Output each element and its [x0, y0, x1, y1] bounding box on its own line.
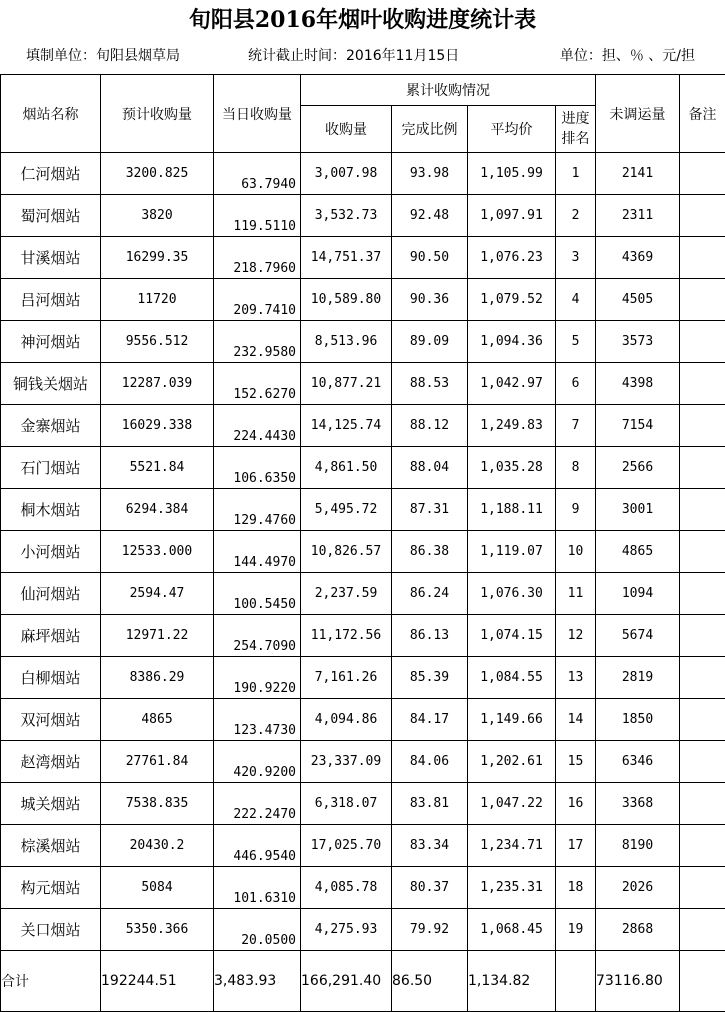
untransported-amount: 8190	[596, 825, 680, 867]
planned-amount: 9556.512	[101, 321, 214, 363]
remarks-cell	[680, 783, 725, 825]
header-purchased: 收购量	[301, 106, 392, 153]
untransported-amount: 4369	[596, 237, 680, 279]
table-row	[1, 321, 725, 363]
station-name: 甘溪烟站	[1, 237, 101, 279]
daily-amount: 232.9580	[214, 321, 301, 363]
planned-amount: 5350.366	[101, 909, 214, 951]
purchased-amount: 3,532.73	[301, 195, 392, 237]
remarks-cell	[680, 657, 725, 699]
average-price: 1,076.30	[468, 573, 556, 615]
header-planned: 预计收购量	[101, 75, 214, 153]
completion-ratio: 83.81	[392, 783, 468, 825]
total-label: 合计	[1, 951, 101, 1012]
completion-ratio: 86.24	[392, 573, 468, 615]
purchased-amount: 10,877.21	[301, 363, 392, 405]
progress-rank: 10	[556, 531, 596, 573]
average-price: 1,079.52	[468, 279, 556, 321]
total-row	[1, 951, 725, 1012]
purchased-amount: 14,125.74	[301, 405, 392, 447]
remarks-cell	[680, 909, 725, 951]
progress-rank: 18	[556, 867, 596, 909]
daily-amount: 446.9540	[214, 825, 301, 867]
daily-amount: 190.9220	[214, 657, 301, 699]
completion-ratio: 88.04	[392, 447, 468, 489]
purchased-amount: 2,237.59	[301, 573, 392, 615]
remarks-cell	[680, 489, 725, 531]
progress-rank: 4	[556, 279, 596, 321]
average-price: 1,047.22	[468, 783, 556, 825]
daily-amount: 119.5110	[214, 195, 301, 237]
average-price: 1,249.83	[468, 405, 556, 447]
table-row	[1, 153, 725, 195]
total-price: 1,134.82	[468, 951, 556, 1012]
progress-rank: 19	[556, 909, 596, 951]
planned-amount: 12287.039	[101, 363, 214, 405]
average-price: 1,202.61	[468, 741, 556, 783]
station-name: 赵湾烟站	[1, 741, 101, 783]
untransported-amount: 2311	[596, 195, 680, 237]
planned-amount: 2594.47	[101, 573, 214, 615]
table-row	[1, 909, 725, 951]
total-planned: 192244.51	[101, 951, 214, 1012]
untransported-amount: 2566	[596, 447, 680, 489]
purchased-amount: 4,094.86	[301, 699, 392, 741]
completion-ratio: 88.12	[392, 405, 468, 447]
progress-rank: 15	[556, 741, 596, 783]
progress-rank: 16	[556, 783, 596, 825]
purchased-amount: 11,172.56	[301, 615, 392, 657]
daily-amount: 106.6350	[214, 447, 301, 489]
station-name: 关口烟站	[1, 909, 101, 951]
station-name: 石门烟站	[1, 447, 101, 489]
completion-ratio: 84.17	[392, 699, 468, 741]
planned-amount: 3200.825	[101, 153, 214, 195]
header-remarks: 备注	[680, 75, 725, 153]
untransported-amount: 6346	[596, 741, 680, 783]
daily-amount: 224.4430	[214, 405, 301, 447]
total-untransported: 73116.80	[596, 951, 680, 1012]
table-row	[1, 783, 725, 825]
average-price: 1,042.97	[468, 363, 556, 405]
daily-amount: 420.9200	[214, 741, 301, 783]
completion-ratio: 79.92	[392, 909, 468, 951]
purchase-progress-table	[0, 74, 725, 1012]
purchased-amount: 14,751.37	[301, 237, 392, 279]
remarks-cell	[680, 699, 725, 741]
table-row	[1, 825, 725, 867]
daily-amount: 218.7960	[214, 237, 301, 279]
untransported-amount: 2026	[596, 867, 680, 909]
header-station: 烟站名称	[1, 75, 101, 153]
remarks-cell	[680, 153, 725, 195]
planned-amount: 6294.384	[101, 489, 214, 531]
progress-rank: 8	[556, 447, 596, 489]
remarks-cell	[680, 825, 725, 867]
table-row	[1, 573, 725, 615]
header-cumulative: 累计收购情况	[301, 75, 596, 106]
untransported-amount: 1850	[596, 699, 680, 741]
average-price: 1,149.66	[468, 699, 556, 741]
header-daily: 当日收购量	[214, 75, 301, 153]
remarks-cell	[680, 195, 725, 237]
purchased-amount: 10,589.80	[301, 279, 392, 321]
purchased-amount: 4,861.50	[301, 447, 392, 489]
progress-rank: 6	[556, 363, 596, 405]
measurement-units: 单位：担、％ 、元/担	[560, 40, 695, 72]
average-price: 1,097.91	[468, 195, 556, 237]
purchased-amount: 10,826.57	[301, 531, 392, 573]
remarks-cell	[680, 447, 725, 489]
progress-rank: 9	[556, 489, 596, 531]
station-name: 桐木烟站	[1, 489, 101, 531]
purchased-amount: 8,513.96	[301, 321, 392, 363]
untransported-amount: 4398	[596, 363, 680, 405]
table-row	[1, 531, 725, 573]
header-untransported: 未调运量	[596, 75, 680, 153]
untransported-amount: 4865	[596, 531, 680, 573]
planned-amount: 4865	[101, 699, 214, 741]
daily-amount: 123.4730	[214, 699, 301, 741]
untransported-amount: 3001	[596, 489, 680, 531]
remarks-cell	[680, 405, 725, 447]
untransported-amount: 3368	[596, 783, 680, 825]
daily-amount: 63.7940	[214, 153, 301, 195]
completion-ratio: 84.06	[392, 741, 468, 783]
remarks-cell	[680, 237, 725, 279]
average-price: 1,234.71	[468, 825, 556, 867]
average-price: 1,076.23	[468, 237, 556, 279]
table-row	[1, 657, 725, 699]
table-row	[1, 237, 725, 279]
progress-rank: 3	[556, 237, 596, 279]
average-price: 1,084.55	[468, 657, 556, 699]
planned-amount: 20430.2	[101, 825, 214, 867]
remarks-cell	[680, 741, 725, 783]
completion-ratio: 88.53	[392, 363, 468, 405]
average-price: 1,094.36	[468, 321, 556, 363]
progress-rank: 12	[556, 615, 596, 657]
progress-rank: 1	[556, 153, 596, 195]
untransported-amount: 1094	[596, 573, 680, 615]
progress-rank: 17	[556, 825, 596, 867]
completion-ratio: 83.34	[392, 825, 468, 867]
cutoff-date: 统计截止时间：2016年11月15日	[248, 40, 459, 72]
purchased-amount: 7,161.26	[301, 657, 392, 699]
planned-amount: 11720	[101, 279, 214, 321]
completion-ratio: 85.39	[392, 657, 468, 699]
station-name: 神河烟站	[1, 321, 101, 363]
table-row	[1, 741, 725, 783]
planned-amount: 3820	[101, 195, 214, 237]
total-purchased: 166,291.40	[301, 951, 392, 1012]
remarks-cell	[680, 615, 725, 657]
daily-amount: 144.4970	[214, 531, 301, 573]
progress-rank: 11	[556, 573, 596, 615]
completion-ratio: 93.98	[392, 153, 468, 195]
planned-amount: 5084	[101, 867, 214, 909]
planned-amount: 8386.29	[101, 657, 214, 699]
remarks-cell	[680, 531, 725, 573]
untransported-amount: 2819	[596, 657, 680, 699]
station-name: 城关烟站	[1, 783, 101, 825]
table-row	[1, 195, 725, 237]
page-title: 旬阳县2016年烟叶收购进度统计表	[0, 0, 725, 40]
purchased-amount: 6,318.07	[301, 783, 392, 825]
progress-rank: 7	[556, 405, 596, 447]
planned-amount: 12533.000	[101, 531, 214, 573]
progress-rank: 5	[556, 321, 596, 363]
station-name: 仙河烟站	[1, 573, 101, 615]
remarks-cell	[680, 573, 725, 615]
remarks-cell	[680, 867, 725, 909]
remarks-cell	[680, 363, 725, 405]
station-name: 白柳烟站	[1, 657, 101, 699]
purchased-amount: 23,337.09	[301, 741, 392, 783]
table-row	[1, 279, 725, 321]
progress-rank: 13	[556, 657, 596, 699]
table-row	[1, 489, 725, 531]
average-price: 1,068.45	[468, 909, 556, 951]
planned-amount: 12971.22	[101, 615, 214, 657]
average-price: 1,035.28	[468, 447, 556, 489]
table-row	[1, 363, 725, 405]
station-name: 仁河烟站	[1, 153, 101, 195]
planned-amount: 7538.835	[101, 783, 214, 825]
total-rank	[556, 951, 596, 1012]
untransported-amount: 2141	[596, 153, 680, 195]
remarks-cell	[680, 321, 725, 363]
purchased-amount: 17,025.70	[301, 825, 392, 867]
table-row	[1, 615, 725, 657]
station-name: 小河烟站	[1, 531, 101, 573]
untransported-amount: 2868	[596, 909, 680, 951]
completion-ratio: 87.31	[392, 489, 468, 531]
daily-amount: 209.7410	[214, 279, 301, 321]
purchased-amount: 4,085.78	[301, 867, 392, 909]
completion-ratio: 90.50	[392, 237, 468, 279]
completion-ratio: 80.37	[392, 867, 468, 909]
total-daily: 3,483.93	[214, 951, 301, 1012]
table-row	[1, 699, 725, 741]
total-remarks	[680, 951, 725, 1012]
daily-amount: 222.2470	[214, 783, 301, 825]
reporting-unit: 填制单位：旬阳县烟草局	[26, 40, 180, 72]
untransported-amount: 3573	[596, 321, 680, 363]
station-name: 蜀河烟站	[1, 195, 101, 237]
table-row	[1, 867, 725, 909]
planned-amount: 16029.338	[101, 405, 214, 447]
planned-amount: 16299.35	[101, 237, 214, 279]
station-name: 棕溪烟站	[1, 825, 101, 867]
station-name: 麻坪烟站	[1, 615, 101, 657]
progress-rank: 2	[556, 195, 596, 237]
station-name: 铜钱关烟站	[1, 363, 101, 405]
header-avg-price: 平均价	[468, 106, 556, 153]
daily-amount: 100.5450	[214, 573, 301, 615]
table-row	[1, 447, 725, 489]
header-ratio: 完成比例	[392, 106, 468, 153]
purchased-amount: 5,495.72	[301, 489, 392, 531]
average-price: 1,119.07	[468, 531, 556, 573]
remarks-cell	[680, 279, 725, 321]
planned-amount: 27761.84	[101, 741, 214, 783]
station-name: 构元烟站	[1, 867, 101, 909]
average-price: 1,105.99	[468, 153, 556, 195]
completion-ratio: 90.36	[392, 279, 468, 321]
progress-rank: 14	[556, 699, 596, 741]
completion-ratio: 86.13	[392, 615, 468, 657]
daily-amount: 254.7090	[214, 615, 301, 657]
average-price: 1,235.31	[468, 867, 556, 909]
completion-ratio: 89.09	[392, 321, 468, 363]
daily-amount: 20.0500	[214, 909, 301, 951]
purchased-amount: 3,007.98	[301, 153, 392, 195]
untransported-amount: 4505	[596, 279, 680, 321]
purchased-amount: 4,275.93	[301, 909, 392, 951]
station-name: 吕河烟站	[1, 279, 101, 321]
completion-ratio: 86.38	[392, 531, 468, 573]
daily-amount: 101.6310	[214, 867, 301, 909]
average-price: 1,188.11	[468, 489, 556, 531]
station-name: 双河烟站	[1, 699, 101, 741]
planned-amount: 5521.84	[101, 447, 214, 489]
daily-amount: 152.6270	[214, 363, 301, 405]
table-row	[1, 405, 725, 447]
average-price: 1,074.15	[468, 615, 556, 657]
completion-ratio: 92.48	[392, 195, 468, 237]
untransported-amount: 5674	[596, 615, 680, 657]
station-name: 金寨烟站	[1, 405, 101, 447]
total-ratio: 86.50	[392, 951, 468, 1012]
untransported-amount: 7154	[596, 405, 680, 447]
daily-amount: 129.4760	[214, 489, 301, 531]
header-rank: 进度排名	[556, 106, 596, 153]
